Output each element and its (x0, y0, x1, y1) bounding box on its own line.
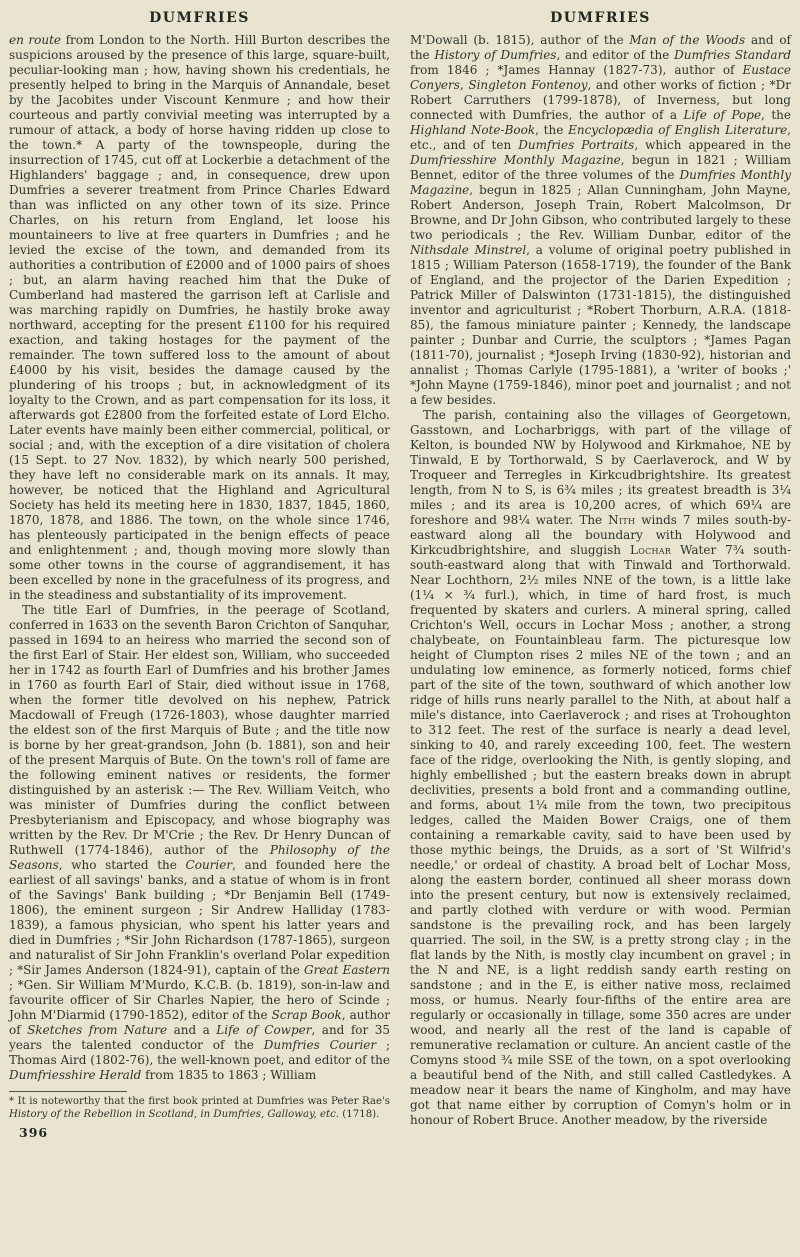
footnote: * It is noteworthy that the first book printed at Dumfries was Peter Rae's History of the Rebellion in Scotland, in Dumfries, Galloway, etc. (1718). (9, 1096, 390, 1120)
right-column (410, 8, 791, 1140)
body-paragraph: The title Earl of Dumfries, in the peerage of Scotland, conferred in 1633 on the seventh Baron Crichton of Sanquhar, passed in 1694 to an heiress who married the second son of the first Earl of Stair. Her eldest son, William, who succeeded her in 1742 as fourth Earl of Dumfries and his brother James in 1760 as fourth Earl of Stair, died without issue in 1768, when the former title devolved on his nephew, Patrick Macdowall of Freugh (1726-1803), whose daughter married the eldest son of the first Marquis of Bute ; and the title now is borne by her great-grandson, John (b. 1881), son and heir of the present Marquis of Bute. On the town's roll of fame are the following eminent natives or residents, the former distinguished by an asterisk :— The Rev. William Veitch, who was minister of Dumfries during the conflict between Presbyterianism and Episcopacy, and whose biography was written by the Rev. Dr M'Crie ; the Rev. Dr Henry Duncan of Ruthwell (1774-1846), author of the Philosophy of the Seasons, who started the Courier, and founded here the earliest of all savings' banks, and a statue of whom is in front of the Savings' Bank building ; *Dr Benjamin Bell (1749-1806), the eminent surgeon ; Sir Andrew Halliday (1783-1839), a famous physician, who spent his latter years and died in Dumfries ; *Sir John Richardson (1787-1865), surgeon and naturalist of Sir John Franklin's overland Polar expedition ; *Sir James Anderson (1824-91), captain of the Great Eastern ; *Gen. Sir William M'Murdo, K.C.B. (b. 1819), son-in-law and favourite officer of Sir Charles Napier, the hero of Scinde ; John M'Diarmid (1790-1852), editor of the Scrap Book, author of Sketches from Nature and a Life of Cowper, and for 35 years the talented conductor of the Dumfries Courier ; Thomas Aird (1802-76), the well-known poet, and editor of the Dumfriesshire Herald from 1835 to 1863 ; William (9, 603, 391, 1082)
body-paragraph: The parish, containing also the villages of Georgetown, Gasstown, and Locharbriggs, with part of the village of Kelton, is bounded NW by Holywood and Kirkmahoe, NE by Tinwald, E by Torthorwald, S by Caerlaverock, and W by Troqueer and Terregles in Kirkcudbrightshire. Its greatest length, from N to S, is 6¾ miles ; its greatest breadth is 3¼ miles ; and its area is 10,200 acres, of which 69¼ are foreshore and 98¼ water. The Nith winds 7 miles south-by-eastward along all the boundary with Holywood and Kirkcudbrightshire, and sluggish Lochar Water 7¾ south-south-eastward along that with Tinwald and Torthorwald. Near Lochthorn, 2½ miles NNE of the town, is a little lake (1¼ × ¾ furl.), which, in time of hard frost, is much frequented by skaters and curlers. A mineral spring, called Crichton's Well, occurs in Lochar Moss ; another, a strong chalybeate, on Fountainbleau farm. The picturesque low height of Clumpton rises 2 miles NE of the town ; and an undulating low eminence, as formerly noticed, forms chief part of the site of the town, southward of which another low ridge of hills runs nearly parallel to the Nith, at about half a mile's distance, into Caerlaverock ; and rises at Trohoughton to 312 feet. The rest of the surface is nearly a dead level, sinking to 40, and rarely exceeding 100, feet. The western face of the ridge, overlooking the Nith, is gently sloping, and highly embellished ; but the eastern breaks down in abrupt declivities, presents a bold front and a commanding outline, and forms, about 1¼ mile from the town, two precipitous ledges, called the Maiden Bower Craigs, one of them containing a remarkable cavity, said to have been used by those mythic beings, the Druids, as a sort of 'St Wilfrid's needle,' or ordeal of chastity. A broad belt of Lochar Moss, along the eastern border, continued all sheer morass down into the present century, but now is extensively reclaimed, and partly clothed with verdure or with wood. Permian sandstone is the prevailing rock, and has been largely quarried. The soil, in the SW, is a pretty strong clay ; in the flat lands by the Nith, is mostly clay incumbent on gravel ; in the N and NE, is a light reddish sandy earth resting on sandstone ; and in the E, is either native moss, reclaimed moss, or humus. Nearly four-fifths of the entire area are regularly or occasionally in tillage, some 350 acres are under wood, and nearly all the rest of the land is capable of remunerative reclamation or culture. An ancient castle of the Comyns stood ¾ mile SSE of the town, on a spot overlooking a beautiful bend of the Nith, and still called Castledykes. A meadow near it bears the name of Kingholm, and may have got that name either by corruption of Comyn's holm or in honour of Robert Bruce. Another meadow, by the riverside (410, 408, 792, 1127)
footnote-rule (9, 1091, 127, 1092)
body-paragraph: en route from London to the North. Hill Burton describes the suspicions aroused by the presence of this large, square-built, peculiar-looking man ; how, having shown his credentials, he presently helped to bring in the Marquis of Annandale, beset by the Jacobites under Viscount Kenmure ; and how their courteous and partly convivial meeting was interrupted by a rumour of attack, a body of horse having ridden up close to the town.* A party of the townspeople, during the insurrection of 1745, cut off at Lockerbie a detachment of the Highlanders' baggage ; and, in consequence, drew upon Dumfries a severer treatment from Prince Charles Edward than was inflicted on any other town of its size. Prince Charles, on his return from England, let loose his mountaineers to live at free quarters in Dumfries ; and he levied the excise of the town, and demanded from its authorities a contribution of £2000 and of 1000 pairs of shoes ; but, an alarm having reached him that the Duke of Cumberland had mastered the garrison left at Carlisle and was marching rapidly on Dumfries, he hastily broke away northward, accepting for the present £1100 for his required exaction, and taking hostages for the payment of the remainder. The town suffered loss to the amount of about £4000 by his visit, besides the damage caused by the plundering of his troops ; but, in acknowledgment of its loyalty to the Crown, and as part compensation for its loss, it afterwards got £2800 from the forfeited estate of Lord Elcho. Later events have mainly been either commercial, political, or social ; and, with the exception of a dire visitation of cholera (15 Sept. to 27 Nov. 1832), by which nearly 500 perished, they have left no considerable mark on its annals. It may, however, be noticed that the Highland and Agricultural Society has held its meeting here in 1830, 1837, 1845, 1860, 1870, 1878, and 1886. The town, on the whole since 1746, has plenteously participated in the benign effects of peace and enlightenment ; and, though moving more slowly than some other towns in the course of aggrandisement, it has been excelled by none in the gracefulness of its progress, and in the steadiness and substantiality of its improvement. (9, 33, 390, 602)
body-paragraph: M'Dowall (b. 1815), author of the Man of the Woods and of the History of Dumfries, and editor of the Dumfries Standard from 1846 ; *James Hannay (1827-73), author of Eustace Conyers, Singleton Fontenoy, and other works of fiction ; *Dr Robert Carruthers (1799-1878), of Inverness, but long connected with Dumfries, the author of a Life of Pope, the Highland Note-Book, the Encyclopædia of English Literature, etc., and of ten Dumfries Portraits, which appeared in the Dumfriesshire Monthly Magazine, begun in 1821 ; William Bennet, editor of the three volumes of the Dumfries Monthly Magazine, begun in 1825 ; Allan Cunningham, John Mayne, Robert Anderson, Joseph Train, Robert Malcolmson, Dr Browne, and Dr John Gibson, who contributed largely to these two periodicals ; the Rev. William Dunbar, editor of the Nithsdale Minstrel, a volume of original poetry published in 1815 ; William Paterson (1658-1719), the founder of the Bank of England, and the projector of the Darien Expedition ; Patrick Miller of Dalswinton (1731-1815), the distinguished inventor and agriculturist ; *Robert Thorburn, A.R.A. (1818-85), the famous miniature painter ; Kennedy, the landscape painter ; Dunbar and Currie, the sculptors ; *James Pagan (1811-70), journalist ; *Joseph Irving (1830-92), historian and annalist ; Thomas Carlyle (1795-1881), a 'writer of books ;' *John Mayne (1759-1846), minor poet and journalist ; and not a few besides. (410, 33, 792, 407)
left-column (9, 8, 390, 1140)
page-number: 396 (19, 1125, 49, 1141)
column-header-right: DUMFRIES (550, 10, 651, 26)
column-header-left: DUMFRIES (149, 10, 250, 26)
